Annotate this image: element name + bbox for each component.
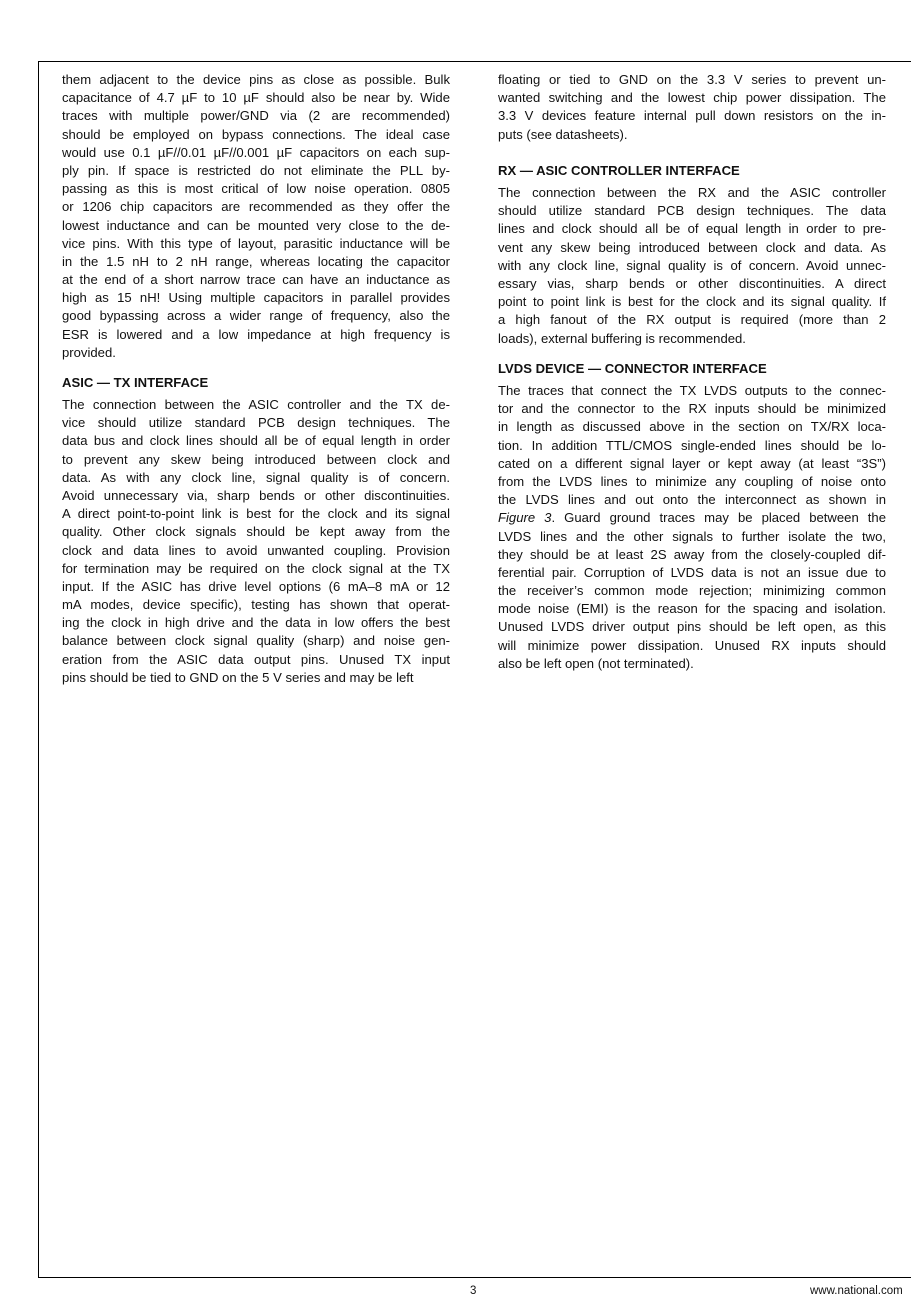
text-line: puts (see datasheets). [498, 126, 628, 142]
text-line: lowest inductance and can be mounted very close to the de- [62, 217, 450, 233]
right-para-rx-asic [498, 184, 886, 348]
text-line: passing as this is most critical of low noise operation. 0805 [62, 181, 450, 197]
text-line: floating or tied to GND on the 3.3 V series to prevent un- [498, 72, 886, 87]
text-line: cated on a different signal layer or kept away (at least “3S”) [498, 455, 886, 471]
text-line: pins should be tied to GND on the 5 V series and may be left [62, 669, 414, 685]
text-line: should be employed on bypass connections. The ideal case [62, 126, 450, 142]
text-line: also be left open (not terminated). [498, 655, 694, 671]
text-line-rest: . Guard ground traces may be placed between the [551, 510, 886, 526]
text-line: ply pin. If space is restricted do not eliminate the PLL by- [62, 162, 450, 178]
text-line: data bus and clock lines should all be of equal length in order [62, 433, 450, 449]
text-line: ing the clock in high drive and the data in low offers the best [62, 615, 450, 631]
text-line: vice pins. With this type of layout, parasitic inductance will be [62, 235, 450, 251]
text-line: point to point link is best for the clock and its signal quality. If [498, 294, 886, 310]
text-line: The traces that connect the TX LVDS outputs to the connec- [498, 383, 886, 398]
text-line: LVDS lines and the other signals to further isolate the two, [498, 528, 886, 544]
text-line: the LVDS lines and out onto the interconnect as shown in [498, 492, 886, 508]
text-line: tion. In addition TTL/CMOS single-ended lines should be lo- [498, 437, 886, 453]
text-line: tor and the connector to the RX inputs should be minimized [498, 401, 886, 417]
text-line: vent any skew being introduced between clock and data. As [498, 239, 886, 255]
text-line: will minimize power dissipation. Unused RX inputs should [498, 637, 886, 653]
text-line: A direct point-to-point link is best for the clock and its signal [62, 506, 450, 522]
heading-asic-tx-interface: ASIC — TX INTERFACE [62, 375, 209, 390]
text-line: with any clock line, signal quality is of concern. Avoid unnec- [498, 257, 886, 273]
text-line: input. If the ASIC has drive level options (6 mA–8 mA or 12 [62, 578, 450, 594]
text-line: data. As with any clock line, signal quality is of concern. [62, 469, 450, 485]
heading-lvds-connector-interface: LVDS DEVICE — CONNECTOR INTERFACE [498, 361, 767, 376]
text-line: The connection between the RX and the ASIC controller [498, 185, 886, 200]
figure-reference[interactable]: Figure 3 [498, 510, 552, 526]
text-line: in length as discussed above in the section on TX/RX loca- [498, 419, 886, 435]
text-line: in the 1.5 nH to 2 nH range, whereas locating the capacitor [62, 253, 450, 269]
text-line: to prevent any skew being introduced between clock and [62, 451, 450, 467]
text-line: the receiver’s common mode rejection; minimizing common [498, 583, 886, 599]
text-line: balance between clock signal quality (sharp) and noise gen- [62, 633, 450, 649]
text-line: would use 0.1 µF//0.01 µF//0.001 µF capacitors on each sup- [62, 144, 450, 160]
text-line: traces with multiple power/GND via (2 are recommended) [62, 108, 450, 124]
text-line: for termination may be required on the clock signal at the TX [62, 560, 450, 576]
text-line: from the LVDS lines to minimize any coupling of noise onto [498, 473, 886, 489]
text-line: Avoid unnecessary via, sharp bends or other discontinuities. [62, 487, 450, 503]
text-line: loads), external buffering is recommended. [498, 330, 746, 346]
heading-rx-asic-interface: RX — ASIC CONTROLLER INTERFACE [498, 163, 740, 178]
text-line: clock and data lines to avoid unwanted coupling. Provision [62, 542, 450, 558]
left-para-bypass [62, 71, 450, 362]
text-line: quality. Other clock signals should be kept away from the [62, 524, 450, 540]
text-line: eration from the ASIC data output pins. Unused TX input [62, 651, 450, 667]
text-line: provided. [62, 344, 116, 360]
text-line: ESR is lowered and a low impedance at high frequency is [62, 326, 450, 342]
text-line: 3.3 V devices feature internal pull down resistors on the in- [498, 108, 886, 124]
text-line: high as 15 nH! Using multiple capacitors in parallel provides [62, 290, 450, 306]
text-line: mA modes, device specific), testing has shown that operat- [62, 597, 450, 613]
text-line [498, 509, 886, 527]
text-line: essary vias, sharp bends or other discontinuities. A direct [498, 275, 886, 291]
text-line: they should be at least 2S away from the closely-coupled dif- [498, 546, 886, 562]
text-line: ferential pair. Corruption of LVDS data is not an issue due to [498, 564, 886, 580]
text-line: a high fanout of the RX output is required (more than 2 [498, 312, 886, 328]
right-para-lvds-connector [498, 382, 886, 673]
text-line: vice should utilize standard PCB design techniques. The [62, 415, 450, 431]
text-line: Unused LVDS driver output pins should be left open, as this [498, 619, 886, 635]
text-line: capacitance of 4.7 µF to 10 µF should also be near by. Wide [62, 90, 450, 106]
text-line: The connection between the ASIC controller and the TX de- [62, 397, 450, 412]
website-link[interactable]: www.national.com [810, 1285, 903, 1297]
right-para-floating [498, 71, 886, 144]
text-line: lines and clock should all be of equal length in order to pre- [498, 221, 886, 237]
text-line: mode noise (EMI) is the reason for the spacing and isolation. [498, 601, 886, 617]
text-line: or 1206 chip capacitors are recommended as they offer the [62, 199, 450, 215]
text-line: them adjacent to the device pins as close as possible. Bulk [62, 72, 450, 87]
text-line: wanted switching and the lowest chip power dissipation. The [498, 90, 886, 106]
text-line: at the end of a short narrow trace can have an inductance as [62, 272, 450, 288]
text-line: good bypassing across a wider range of frequency, also the [62, 308, 450, 324]
page-number: 3 [470, 1285, 477, 1297]
text-line: should utilize standard PCB design techniques. The data [498, 203, 886, 219]
left-para-asic-tx [62, 396, 450, 687]
